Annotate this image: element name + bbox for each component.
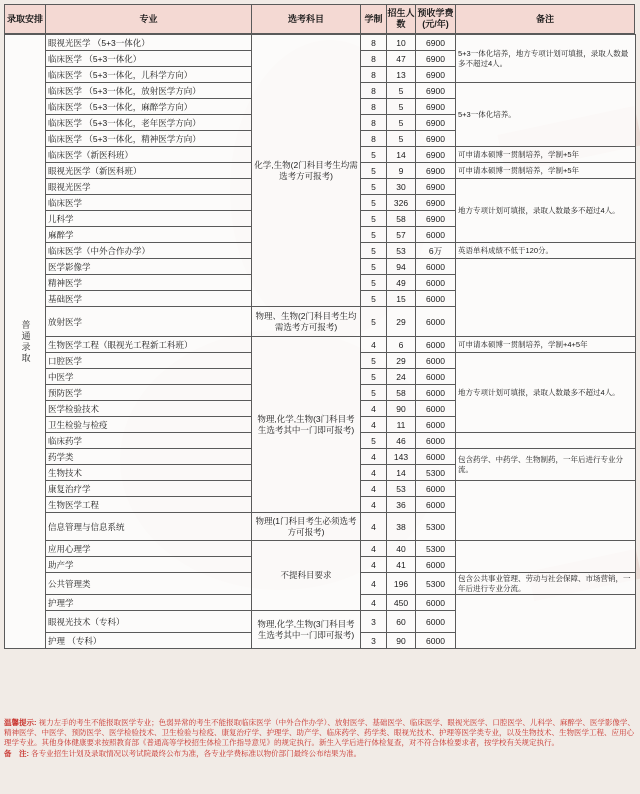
years-cell: 5 <box>361 275 387 291</box>
major-cell: 助产学 <box>46 557 252 573</box>
years-cell: 3 <box>361 633 387 649</box>
remarks-cell: 英语单科成绩不低于120分。 <box>456 243 636 259</box>
table-row <box>5 337 636 353</box>
enrollment-cell: 57 <box>387 227 416 243</box>
major-cell: 卫生检验与检疫 <box>46 417 252 433</box>
tuition-cell: 6000 <box>416 291 456 307</box>
enrollment-cell: 5 <box>387 131 416 147</box>
major-cell: 眼视光医学（新医科班） <box>46 163 252 179</box>
enrollment-cell: 450 <box>387 595 416 611</box>
subjects-cell: 物理,化学,生物(3门科目考生选考其中一门即可报考) <box>252 611 361 649</box>
years-cell: 5 <box>361 179 387 195</box>
enrollment-cell: 5 <box>387 99 416 115</box>
tuition-cell: 6000 <box>416 369 456 385</box>
tuition-cell: 6900 <box>416 195 456 211</box>
years-cell: 4 <box>361 595 387 611</box>
enrollment-cell: 60 <box>387 611 416 633</box>
tuition-cell: 6900 <box>416 163 456 179</box>
footer-tip-label: 温馨提示: <box>4 718 37 727</box>
tuition-cell: 6000 <box>416 417 456 433</box>
header-subjects: 选考科目 <box>251 4 361 34</box>
major-cell: 临床医学 （5+3一体化，精神医学方向） <box>46 131 252 147</box>
remarks-cell <box>456 481 636 541</box>
years-cell: 5 <box>361 369 387 385</box>
remarks-cell: 地方专项计划可填报，录取人数最多不超过4人。 <box>456 353 636 433</box>
years-cell: 4 <box>361 337 387 353</box>
years-cell: 4 <box>361 401 387 417</box>
tuition-cell: 6000 <box>416 337 456 353</box>
enrollment-cell: 36 <box>387 497 416 513</box>
major-cell: 应用心理学 <box>46 541 252 557</box>
enrollment-cell: 29 <box>387 307 416 337</box>
enrollment-cell: 53 <box>387 243 416 259</box>
tuition-cell: 6900 <box>416 83 456 99</box>
enrollment-cell: 53 <box>387 481 416 497</box>
enrollment-cell: 41 <box>387 557 416 573</box>
major-cell: 药学类 <box>46 449 252 465</box>
major-cell: 口腔医学 <box>46 353 252 369</box>
major-cell: 临床医学 （5+3一体化） <box>46 51 252 67</box>
remarks-cell: 包含公共事业管理、劳动与社会保障、市场营销，一年后进行专业分流。 <box>456 573 636 595</box>
footer-note-label: 备 注: <box>4 749 29 758</box>
remarks-cell <box>456 541 636 573</box>
tuition-cell: 6900 <box>416 51 456 67</box>
header-major: 专业 <box>45 4 252 34</box>
enrollment-cell: 5 <box>387 115 416 131</box>
table-row <box>5 35 636 51</box>
remarks-cell: 包含药学、中药学、生物制药，一年后进行专业分流。 <box>456 449 636 481</box>
remarks-cell: 可申请本硕博一贯制培养，学制+4+5年 <box>456 337 636 353</box>
tuition-cell: 6万 <box>416 243 456 259</box>
major-cell: 公共管理类 <box>46 573 252 595</box>
enrollment-cell: 46 <box>387 433 416 449</box>
enrollment-cell: 15 <box>387 291 416 307</box>
subjects-cell: 不提科目要求 <box>252 541 361 611</box>
major-cell: 临床医学 <box>46 195 252 211</box>
tuition-cell: 5300 <box>416 465 456 481</box>
major-cell: 临床医学（中外合作办学） <box>46 243 252 259</box>
years-cell: 5 <box>361 291 387 307</box>
years-cell: 4 <box>361 541 387 557</box>
subjects-cell: 物理、生物(2门科目考生均需选考方可报考) <box>252 307 361 337</box>
major-cell: 临床医学（新医科班） <box>46 147 252 163</box>
enrollment-cell: 13 <box>387 67 416 83</box>
tuition-cell: 6000 <box>416 595 456 611</box>
major-cell: 生物医学工程（眼视光工程新工科班） <box>46 337 252 353</box>
enrollment-cell: 58 <box>387 385 416 401</box>
major-cell: 生物技术 <box>46 465 252 481</box>
enrollment-cell: 14 <box>387 147 416 163</box>
footer-tip <box>4 718 635 748</box>
tuition-cell: 6000 <box>416 557 456 573</box>
years-cell: 4 <box>361 557 387 573</box>
header-enrollment: 招生人数 <box>386 4 416 34</box>
enrollment-cell: 11 <box>387 417 416 433</box>
tuition-cell: 6900 <box>416 179 456 195</box>
major-cell: 预防医学 <box>46 385 252 401</box>
admission-table <box>4 34 636 649</box>
footer-note <box>4 749 635 759</box>
tuition-cell: 6000 <box>416 611 456 633</box>
major-cell: 临床医学 （5+3一体化，老年医学方向） <box>46 115 252 131</box>
years-cell: 3 <box>361 611 387 633</box>
enrollment-cell: 9 <box>387 163 416 179</box>
tuition-cell: 6000 <box>416 307 456 337</box>
subjects-cell: 物理,化学,生物(3门科目考生选考其中一门即可报考) <box>252 337 361 513</box>
tuition-cell: 6900 <box>416 67 456 83</box>
tuition-cell: 6900 <box>416 211 456 227</box>
tuition-cell: 6000 <box>416 259 456 275</box>
years-cell: 4 <box>361 481 387 497</box>
enrollment-cell: 90 <box>387 401 416 417</box>
years-cell: 4 <box>361 497 387 513</box>
enrollment-cell: 90 <box>387 633 416 649</box>
tuition-cell: 6900 <box>416 131 456 147</box>
major-cell: 临床药学 <box>46 433 252 449</box>
tuition-cell: 6000 <box>416 433 456 449</box>
years-cell: 5 <box>361 259 387 275</box>
major-cell: 护理学 <box>46 595 252 611</box>
years-cell: 5 <box>361 195 387 211</box>
years-cell: 5 <box>361 211 387 227</box>
major-cell: 医学检验技术 <box>46 401 252 417</box>
tuition-cell: 6000 <box>416 633 456 649</box>
subjects-cell: 化学,生物(2门科目考生均需选考方可报考) <box>252 35 361 307</box>
table-row <box>5 541 636 557</box>
years-cell: 4 <box>361 449 387 465</box>
tuition-cell: 5300 <box>416 513 456 541</box>
years-cell: 8 <box>361 83 387 99</box>
enrollment-cell: 10 <box>387 35 416 51</box>
major-cell: 麻醉学 <box>46 227 252 243</box>
remarks-cell: 可申请本硕博一贯制培养，学制+5年 <box>456 147 636 163</box>
major-cell: 护理 （专科） <box>46 633 252 649</box>
header-remarks: 备注 <box>455 4 635 34</box>
years-cell: 5 <box>361 353 387 369</box>
years-cell: 5 <box>361 307 387 337</box>
enrollment-cell: 30 <box>387 179 416 195</box>
remarks-cell: 地方专项计划可填报，录取人数最多不超过4人。 <box>456 179 636 243</box>
tuition-cell: 6000 <box>416 449 456 465</box>
tuition-cell: 6000 <box>416 275 456 291</box>
enrollment-cell: 38 <box>387 513 416 541</box>
header-admission: 录取安排 <box>4 4 46 34</box>
table-header <box>4 4 635 34</box>
header-years: 学制 <box>360 4 387 34</box>
major-cell: 眼视光医学 （5+3一体化） <box>46 35 252 51</box>
major-cell: 医学影像学 <box>46 259 252 275</box>
years-cell: 4 <box>361 573 387 595</box>
years-cell: 5 <box>361 243 387 259</box>
footer <box>4 718 635 760</box>
tuition-cell: 5300 <box>416 573 456 595</box>
subjects-cell: 物理(1门科目考生必须选考方可报考) <box>252 513 361 541</box>
tuition-cell: 6000 <box>416 353 456 369</box>
header-tuition: 预收学费(元/年) <box>415 4 456 34</box>
years-cell: 8 <box>361 51 387 67</box>
tuition-cell: 6900 <box>416 115 456 131</box>
enrollment-cell: 29 <box>387 353 416 369</box>
major-cell: 基础医学 <box>46 291 252 307</box>
footer-tip-text: 视力左手的考生不能报取医学专业；色弱异常的考生不能报取临床医学（中外合作办学）、放射医学、基础医学、临床医学、眼视光医学、口腔医学、儿科学、麻醉学、医学影像学、精神医学、中医学、预防医学、医学检验技术、卫生检验与检疫、康复治疗学、护理学、助产学、临床药学、药学类、眼视光技术、护理等医学类专业，以及生物技术、生物医学工程、应用心理学专业。其他身体健康要求按照教育部《普通高等学校招生体检工作指导意见》的规定执行。新生入学后进行体检复查，对不符合体检要求者，按学校有关规定执行。 <box>4 718 635 747</box>
years-cell: 5 <box>361 433 387 449</box>
enrollment-cell: 143 <box>387 449 416 465</box>
footer-note-text: 各专业招生计划及录取情况以考试院最终公布为准，各专业学费标准以物价部门最终公布结果为准。 <box>31 749 362 758</box>
major-cell: 放射医学 <box>46 307 252 337</box>
enrollment-cell: 6 <box>387 337 416 353</box>
years-cell: 8 <box>361 131 387 147</box>
enrollment-cell: 24 <box>387 369 416 385</box>
enrollment-cell: 196 <box>387 573 416 595</box>
years-cell: 4 <box>361 465 387 481</box>
enrollment-cell: 49 <box>387 275 416 291</box>
years-cell: 8 <box>361 99 387 115</box>
enrollment-cell: 40 <box>387 541 416 557</box>
remarks-cell: 5+3一体化培养。 <box>456 83 636 147</box>
years-cell: 5 <box>361 227 387 243</box>
years-cell: 5 <box>361 163 387 179</box>
major-cell: 临床医学 （5+3一体化，儿科学方向） <box>46 67 252 83</box>
tuition-cell: 6000 <box>416 481 456 497</box>
enrollment-cell: 94 <box>387 259 416 275</box>
remarks-cell: 可申请本硕博一贯制培养，学制+5年 <box>456 163 636 179</box>
years-cell: 4 <box>361 513 387 541</box>
tuition-cell: 6000 <box>416 401 456 417</box>
major-cell: 康复治疗学 <box>46 481 252 497</box>
years-cell: 8 <box>361 67 387 83</box>
tuition-cell: 6000 <box>416 497 456 513</box>
enrollment-cell: 14 <box>387 465 416 481</box>
admission-type-cell: 普通录取 <box>5 35 46 649</box>
tuition-cell: 6900 <box>416 99 456 115</box>
remarks-cell <box>456 259 636 337</box>
major-cell: 精神医学 <box>46 275 252 291</box>
remarks-cell <box>456 433 636 449</box>
years-cell: 5 <box>361 385 387 401</box>
years-cell: 5 <box>361 147 387 163</box>
major-cell: 儿科学 <box>46 211 252 227</box>
remarks-cell: 5+3一体化培养，地方专项计划可填报，录取人数最多不超过4人。 <box>456 35 636 83</box>
tuition-cell: 6900 <box>416 147 456 163</box>
years-cell: 8 <box>361 35 387 51</box>
enrollment-cell: 5 <box>387 83 416 99</box>
major-cell: 眼视光技术（专科） <box>46 611 252 633</box>
tuition-cell: 5300 <box>416 541 456 557</box>
years-cell: 4 <box>361 417 387 433</box>
tuition-cell: 6900 <box>416 35 456 51</box>
tuition-cell: 6000 <box>416 227 456 243</box>
major-cell: 中医学 <box>46 369 252 385</box>
remarks-cell <box>456 595 636 649</box>
major-cell: 临床医学 （5+3一体化，放射医学方向） <box>46 83 252 99</box>
tuition-cell: 6000 <box>416 385 456 401</box>
major-cell: 临床医学 （5+3一体化，麻醉学方向） <box>46 99 252 115</box>
major-cell: 信息管理与信息系统 <box>46 513 252 541</box>
enrollment-cell: 58 <box>387 211 416 227</box>
major-cell: 生物医学工程 <box>46 497 252 513</box>
years-cell: 8 <box>361 115 387 131</box>
enrollment-cell: 326 <box>387 195 416 211</box>
major-cell: 眼视光医学 <box>46 179 252 195</box>
enrollment-cell: 47 <box>387 51 416 67</box>
